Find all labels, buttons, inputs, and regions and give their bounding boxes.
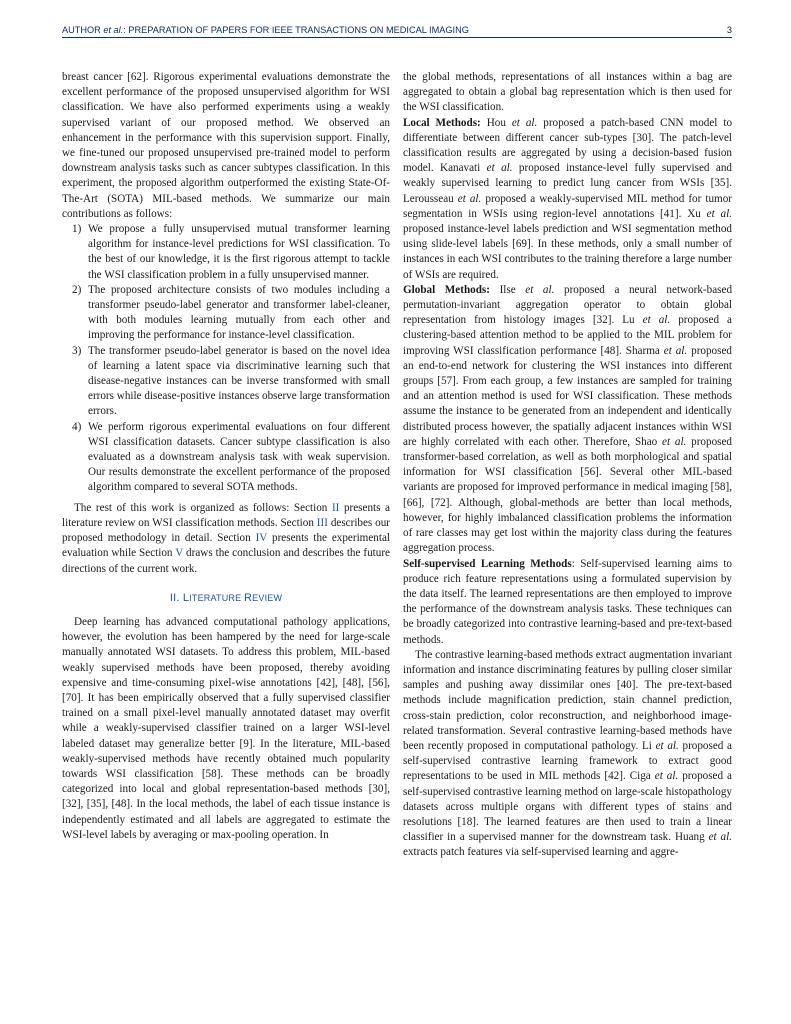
global-methods-heading: Global Methods: <box>403 283 490 296</box>
page-number: 3 <box>726 25 732 35</box>
literature-paragraph: Deep learning has advanced computational pathology applications, however, the evolution has been hampered by the need for large-scale manually annotated WSI datasets. To address this problem, MIL-based weakly supervised methods have been proposed, thereby avoiding expensive and time-consuming pixel-wise annotations [42], [48], [56], [70]. It has been empirically observed that a fully supervised classifier trained on a small pixel-level manually annotated dataset may overfit while a weakly-supervised classifier trained on a larger WSI-level labeled dataset may generalize better [9]. In the literature, MIL-based weakly-supervised methods have recently obtained much popularity towards WSI classification [58]. These methods can be broadly categorized into local and global representation-based methods [30], [32], [35], [48]. In the local methods, the label of each tissue instance is independently estimated and all labels are aggregated to estimate the WSI-level labels by averaging or max-pooling operation. In <box>62 615 390 841</box>
section-link-ii[interactable]: II <box>331 501 340 514</box>
list-item: 3) The transformer pseudo-label generator is based on the novel idea of learning a latent space via discriminative learning such that disease-negative instances can be inverse transformed with small errors while disease-positive instances observe large transformation errors. <box>72 344 390 418</box>
section-heading-literature-review: II. LITERATURE REVIEW <box>169 591 283 604</box>
contributions-list <box>62 222 390 496</box>
list-item: 1) We propose a fully unsupervised mutual transformer learning algorithm for instance-level predictions for WSI classification. To the best of our knowledge, it is the first rigorous attempt to tackle the WSI classification problem in a fully unsupervised manner. <box>72 223 390 281</box>
local-methods-paragraph: Local Methods: Hou et al. proposed a patch-based CNN model to differentiate between different cancer sub-types [30]. The patch-level classification results are aggregated by using a decision-based fusion model. Kanavati et al. proposed instance-level fully supervised and weakly supervised learning to predict lung cancer from WSIs [35]. Lerousseau et al. proposed a weakly-supervised MIL method for tumor segmentation in WSIs using region-level annotations [41]. Xu et al. proposed instance-level labels prediction and WSI segmentation method using slide-level labels [69]. In these methods, only a small number of instances in each WSI contributes to the training therefore a large number of WSIs are required. <box>403 116 733 281</box>
section-link-v[interactable]: V <box>175 547 184 560</box>
list-item: 2) The proposed architecture consists of two modules including a transformer pseudo-label generator and transformer label-cleaner, with both modules learning mutually from each other and improving the performance for instance-level classification. <box>72 283 390 342</box>
running-header <box>62 20 732 36</box>
self-supervised-paragraph: Self-supervised Learning Methods: Self-supervised learning aims to produce rich feature representations using a formulated supervision by the data itself. The learned representations are then employed to improve the performance of the downstream analysis tasks. These techniques can be broadly categorized into contrastive learning-based and pre-text-based methods. <box>403 557 732 646</box>
contrastive-paragraph: The contrastive learning-based methods extract augmentation invariant information and instance discriminating features by pulling closer similar samples and pushing away dissimilar ones [40]. The pre-text-based methods include magnification prediction, stain channel prediction, cross-stain prediction, color reconstruction, and neighborhood image-related transformation. Several contrastive learning-based methods have been recently proposed in computational pathology. Li et al. proposed a self-supervised contrastive learning framework to extract good representations to be used in MIL methods [42]. Ciga et al. proposed a self-supervised contrastive learning method on large-scale histopathology datasets across multiple organs with different types of stains and resolutions [18]. The learned features are then used to train a linear classifier in a supervised manner for the downstream task. Huang et al. extracts patch features via self-supervised learning and aggre- <box>403 648 732 859</box>
right-column <box>403 70 732 861</box>
local-methods-heading: Local Methods: <box>403 116 481 129</box>
global-methods-paragraph: Global Methods: Ilse et al. proposed a neural network-based permutation-invariant aggregation operator to obtain global representation from histology images [32]. Lu et al. proposed a clustering-based attention method to be applied to the MIL problem for improving WSI classification performance [48]. Sharma et al. proposed an end-to-end network for clustering the WSI instances into different groups [57]. From each group, a few instances are sampled for training and an attention method is used for WSI classification. These methods assume the instance to be generated from an independent and identically distributed process however, the spatially adjacent instances within WSI are highly correlated with each other. Therefore, Shao et al. proposed transformer-based correlation, as well as both morphological and spatial information for WSI classification [56]. Several other MIL-based variants are proposed for improved performance in medical imaging [58], [66], [72]. Although, global-methods are better than local methods, however, for highly imbalanced classification problems the information of rare classes may get lost within the majority class during the features aggregation process. <box>403 283 733 555</box>
intro-paragraph: breast cancer [62]. Rigorous experimental evaluations demonstrate the excellent performance of the proposed unsupervised algorithm for WSI classification. We have also performed experiments using a weakly supervised variant of our proposed method. We observed an enhancement in the performance with this supervision support. Finally, we fine-tuned our proposed unsupervised pre-trained model to perform downstream analysis tasks such as cancer subtypes classification. In this experiment, the proposed algorithm outperformed the existing State-Of-The-Art (SOTA) MIL-based methods. We summarize our main contributions as follows: <box>62 71 390 220</box>
left-column <box>62 70 390 843</box>
header-divider <box>62 37 732 38</box>
list-item: 4) We perform rigorous experimental evaluations on four different WSI classification datasets. Cancer subtype classification is also evaluated as a downstream analysis task with weak supervision. Our results demonstrate the excellent performance of the proposed algorithm compared to several SOTA methods. <box>72 420 390 494</box>
global-methods-continued: the global methods, representations of all instances within a bag are aggregated to obtain a global bag representation which is then used for the WSI classification. <box>403 71 732 114</box>
running-title: AUTHOR et al.: PREPARATION OF PAPERS FOR IEEE TRANSACTIONS ON MEDICAL IMAGING <box>62 25 469 35</box>
section-link-iii[interactable]: III <box>316 516 328 529</box>
self-supervised-heading: Self-supervised Learning Methods <box>403 557 572 570</box>
organization-paragraph: The rest of this work is organized as follows: Section II presents a literature review on WSI classification methods. Section III describes our proposed methodology in detail. Section IV presents the experimental evaluation while Section V draws the conclusion and describes the future directions of the current work. <box>62 501 391 575</box>
section-link-iv[interactable]: IV <box>255 532 268 545</box>
